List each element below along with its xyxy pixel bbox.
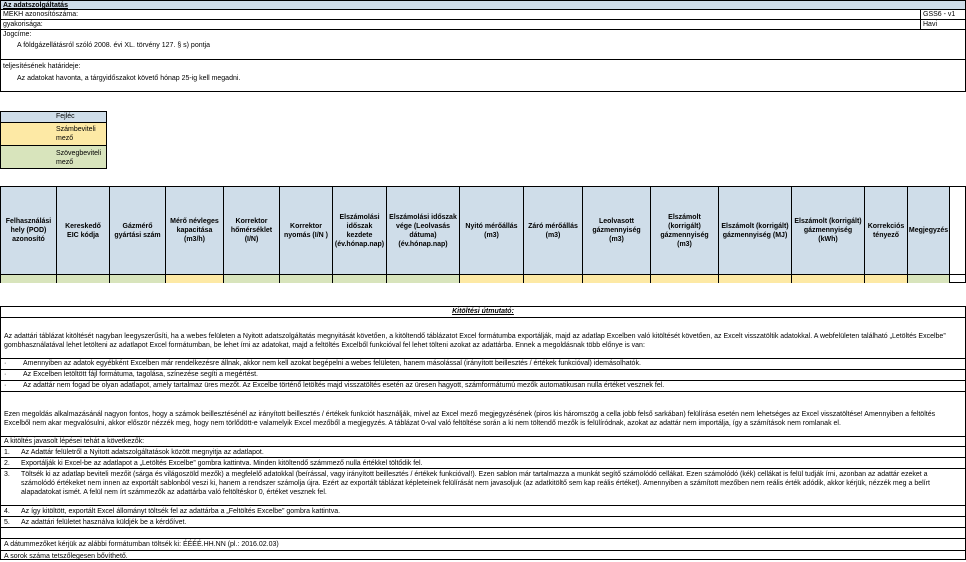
bullet-dot-icon: · bbox=[4, 360, 7, 367]
input-cell[interactable] bbox=[110, 275, 166, 283]
input-cell[interactable] bbox=[583, 275, 651, 283]
input-cell[interactable] bbox=[57, 275, 110, 283]
guide-bullet-text: Az adattár nem fogad be olyan adatlapot, amely tartalmaz üres mezőt. Az Excelbe történő letöltés majd visszatöltés esetén az üresen hagyott, számformátumú mezők automatikusan nulla értéket vesznek fel. bbox=[23, 382, 665, 389]
guide-box bbox=[0, 306, 966, 560]
guide-bullet-text: Amennyiben az adatok egyébként Excelben már rendelkezésre állnak, akkor nem kell azokat begépelni a webes felületen, hanem másolással (irányított beillesztés / értékek funkcióval) idemásolhatók. bbox=[23, 360, 641, 367]
mekh-row bbox=[0, 10, 966, 20]
column-header: Elszámolt (korrigált) gázmennyiség (kWh) bbox=[792, 187, 865, 274]
deadline-value: Az adatokat havonta, a tárgyidőszakot követő hónap 25-ig kell megadni. bbox=[17, 75, 241, 82]
deadline-row bbox=[0, 60, 966, 92]
guide-step-text: Az adattári felületet használva küldjék be a kérdőívet. bbox=[21, 519, 187, 526]
section-title-row bbox=[0, 0, 966, 10]
guide-step bbox=[1, 447, 965, 458]
input-cell[interactable] bbox=[333, 275, 387, 283]
deadline-label: teljesítésének határideje: bbox=[3, 63, 81, 70]
guide-bullet bbox=[1, 381, 965, 392]
guide-steps-title: A kitöltés javasolt lépései tehát a következők: bbox=[1, 437, 965, 447]
guide-bullet-list bbox=[1, 359, 965, 392]
guide-bullet-text: Az Excelben letöltött fájl formátuma, tagolása, színezése segíti a megértést. bbox=[23, 371, 259, 378]
guide-step-text: Az így kitöltött, exportált Excel állományt töltsék fel az adattárba a „Feltöltés Excelbe” gombra kattintva. bbox=[21, 508, 341, 515]
guide-step-number: 4. bbox=[4, 508, 10, 515]
frequency-label: gyakorisága: bbox=[3, 21, 43, 28]
input-cell[interactable] bbox=[460, 275, 524, 283]
input-cell[interactable] bbox=[166, 275, 224, 283]
guide-step-number: 1. bbox=[4, 449, 10, 456]
legal-basis-label: Jogcíme: bbox=[3, 31, 32, 38]
column-header: Gázmérő gyártási szám bbox=[110, 187, 166, 274]
guide-bullet bbox=[1, 370, 965, 381]
input-cell[interactable] bbox=[792, 275, 865, 283]
guide-step bbox=[1, 469, 965, 506]
input-cell[interactable] bbox=[908, 275, 950, 283]
column-header: Elszámolási időszak vége (Leolvasás dátuma) (év.hónap.nap) bbox=[387, 187, 460, 274]
guide-bullet bbox=[1, 359, 965, 370]
column-header: Korrekciós tényező bbox=[865, 187, 908, 274]
column-header: Elszámolt (korrigált) gázmennyiség (MJ) bbox=[719, 187, 792, 274]
guide-step bbox=[1, 458, 965, 469]
guide-intro: Az adattári táblázat kitöltését nagyban leegyszerűsíti, ha a webes felületen a Nyitott adatszolgáltatás megnyitását követően, a kitöltendő táblázatot Excel formátumba exportálják, majd az adatlap Excelben való kitöltését követően, az Excelt visszatöltik adatokkal. A webfelületen található „Letöltés Excelbe” gombhasználatával lehet letölteni az adatlapot Excel formátumban, be lehet írni az adatokat, majd a feltöltés Excelből funkcióval fel lehet tölteni azokat az adattárba. Ennek a megoldásnak több előnye is van: bbox=[1, 318, 965, 359]
input-cell[interactable] bbox=[865, 275, 908, 283]
column-header: Nyitó mérőállás (m3) bbox=[460, 187, 524, 274]
column-header: Leolvasott gázmennyiség (m3) bbox=[583, 187, 651, 274]
guide-step-number: 2. bbox=[4, 460, 10, 467]
input-cell[interactable] bbox=[387, 275, 460, 283]
legend-numeric-swatch bbox=[1, 123, 106, 146]
mekh-value: GSS6 - v1 bbox=[920, 10, 965, 19]
mekh-label: MEKH azonosítószáma: bbox=[3, 11, 79, 18]
column-header: Elszámolási időszak kezdete (év.hónap.nap) bbox=[333, 187, 387, 274]
legend-numeric-label: Számbeviteli mező bbox=[56, 126, 96, 142]
input-cell[interactable] bbox=[719, 275, 792, 283]
frequency-value: Havi bbox=[920, 20, 965, 29]
column-header: Mérő névleges kapacitása (m3/h) bbox=[166, 187, 224, 274]
guide-paragraph-2: Ezen megoldás alkalmazásánál nagyon fontos, hogy a számok beillesztésénél az irányított beillesztés / értékek funkciót használják, mivel az Excel mező megjegyzésének (piros kis háromszög a cella jobb felső sarkában) felülírása esetén nem lehetséges az Excel visszatöltése! Amennyiben a feltöltés Excelből nem akar megvalósulni, akkor először nézzék meg, hogy nem törlődött-e valamelyik Excel mezőből a megjegyzés. A táblázat 0-val való feltöltése során a ki nem töltendő mezők is felülíródnak, azokat az adattár nem importálja, így a számítások nem romlanak el. bbox=[1, 392, 965, 437]
input-cell[interactable] bbox=[651, 275, 719, 283]
input-cell[interactable] bbox=[224, 275, 280, 283]
data-table bbox=[0, 186, 966, 283]
input-cell[interactable] bbox=[280, 275, 333, 283]
guide-step-text: Exportálják ki Excel-be az adatlapot a „Letöltés Excelbe” gombra kattintva. Minden kitöltendő számmező nulla értékkel töltődik fel. bbox=[21, 460, 423, 467]
column-header: Elszámolt (korrigált) gázmennyiség (m3) bbox=[651, 187, 719, 274]
column-header: Korrektor hőmérséklet (I/N) bbox=[224, 187, 280, 274]
legal-basis-value: A földgázellátásról szóló 2008. évi XL. törvény 127. § s) pontja bbox=[17, 42, 211, 49]
legend-header-swatch bbox=[1, 112, 106, 123]
color-legend bbox=[0, 111, 107, 169]
frequency-row bbox=[0, 20, 966, 30]
legend-text-label: Szövegbeviteli mező bbox=[56, 150, 102, 166]
guide-rows-note: A sorok száma tetszőlegesen bővíthető. bbox=[4, 553, 128, 560]
bullet-dot-icon: · bbox=[4, 371, 7, 378]
guide-step-text: Töltsék ki az adatlap beviteli mezőit (sárga és világoszöld mezők) a megfelelő adatokkal (beírással, vagy irányított beillesztés / értékek funkcióval!). Ezen sablon már tartalmazza a munkát segítő számolódó cellákat. Ezen számolódó (kék) cellákat is felül tudják írni, azonban az adattár ezeket a számolódó értékeket nem innen az exportált sablonból veszi ki, hanem a rendszer számolja újra. Ezért az exportált táblázat képleteinek felülírását nem javasoljuk (az adatkitöltő sem kap reális értéket). Amennyiben a számított mezőben nem reális érték adódik, akkor kérjük, nézzék meg a belírt alapadatokat ismét. A felül nem írt számmezők az adattárba való feltöltéskor 0, értéket vesznek fel. bbox=[21, 471, 930, 496]
top-table bbox=[0, 0, 966, 92]
guide-steps-list bbox=[1, 447, 965, 528]
section-title: Az adatszolgáltatás bbox=[3, 2, 68, 9]
guide-title: Kitöltési útmutató: bbox=[1, 307, 965, 318]
column-header: Felhasználási hely (POD) azonosító bbox=[1, 187, 57, 274]
input-cell[interactable] bbox=[1, 275, 57, 283]
guide-step-number: 3. bbox=[4, 471, 10, 478]
bullet-dot-icon: · bbox=[4, 382, 7, 389]
guide-step bbox=[1, 517, 965, 528]
data-table-header-row bbox=[1, 187, 965, 275]
legal-basis-row bbox=[0, 30, 966, 60]
guide-step-text: Az Adattár felületről a Nyitott adatszolgáltatások között megnyitja az adatlapot. bbox=[21, 449, 264, 456]
legend-text-swatch bbox=[1, 146, 106, 168]
data-table-input-row bbox=[1, 275, 965, 283]
guide-step-number: 5. bbox=[4, 519, 10, 526]
column-header: Korrektor nyomás (I/N ) bbox=[280, 187, 333, 274]
legend-header-label: Fejléc bbox=[56, 113, 75, 120]
column-header: Megjegyzés bbox=[908, 187, 950, 274]
guide-step bbox=[1, 506, 965, 517]
guide-date-note: A dátummezőket kérjük az alábbi formátumban töltsék ki: ÉÉÉÉ.HH.NN (pl.: 2016.02.03) bbox=[1, 538, 965, 551]
input-cell[interactable] bbox=[524, 275, 583, 283]
column-header: Záró mérőállás (m3) bbox=[524, 187, 583, 274]
column-header: Kereskedő EIC kódja bbox=[57, 187, 110, 274]
